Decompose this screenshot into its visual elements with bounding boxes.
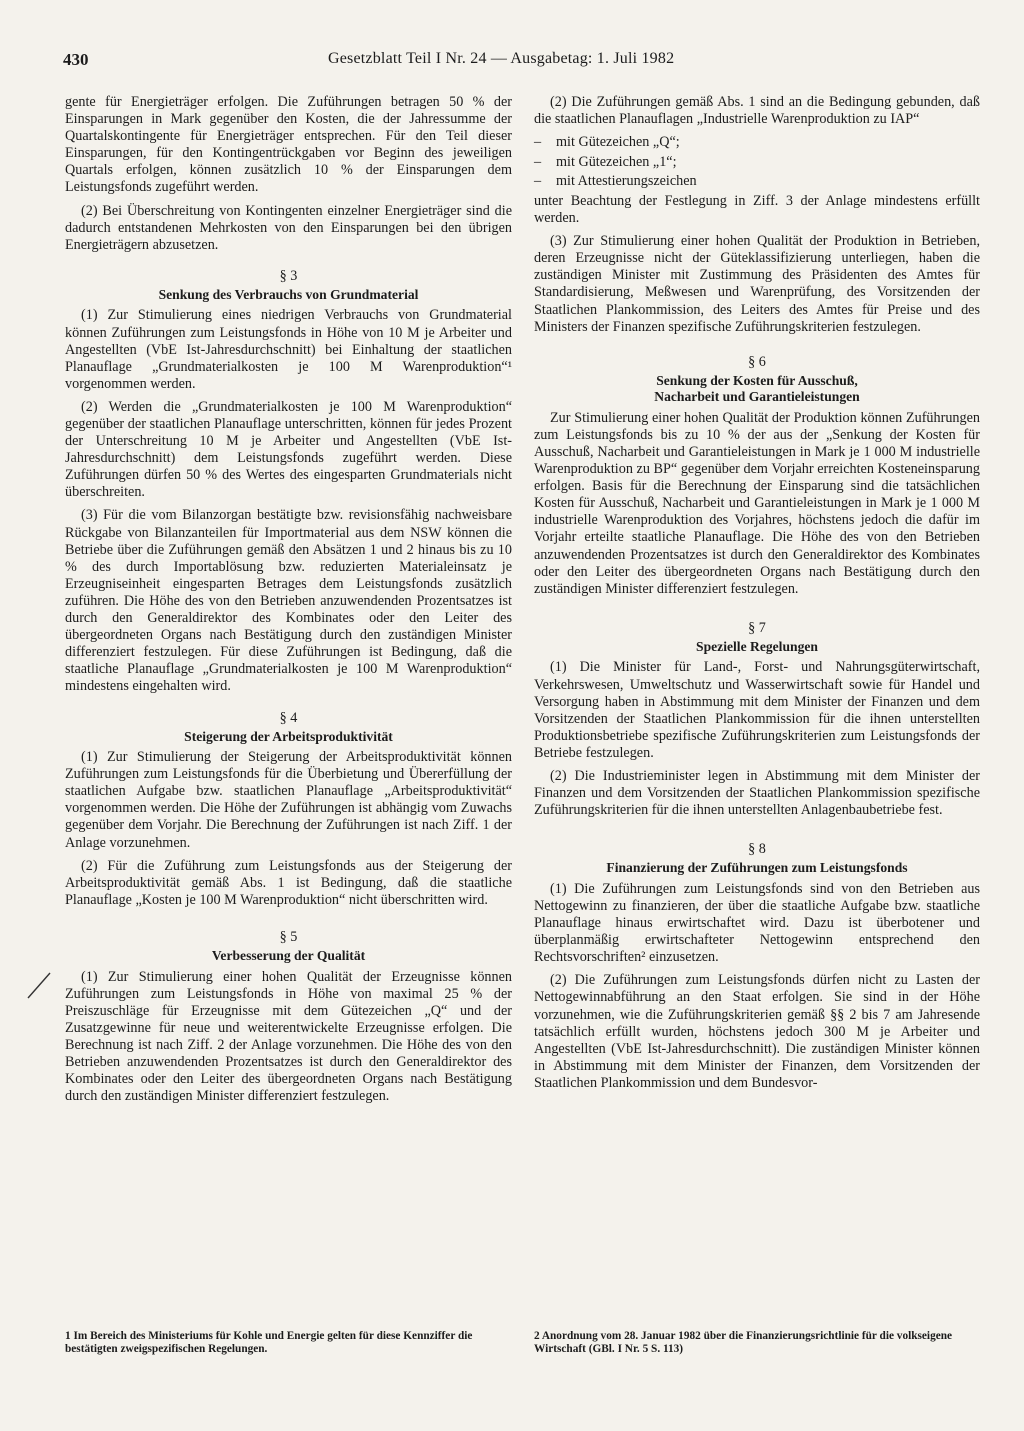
section-number: § 8 bbox=[748, 841, 766, 858]
section-title: Finanzierung der Zuführungen zum Leistungsfonds bbox=[606, 860, 908, 876]
paragraph: (1) Die Zuführungen zum Leistungsfonds sind von den Betrieben aus Nettogewinn zu finanzieren, der über die staatliche Aufgabe bzw. staatliche Planauflage hinaus erwirtschaftet wird. Dazu ist überbotener und überplanmäßig erwirtschafteter Nettogewinn entsprechend den Rechtsvorschriften² einzusetzen. bbox=[534, 880, 980, 966]
list-dash: – bbox=[534, 153, 542, 170]
paragraph: (1) Zur Stimulierung einer hohen Qualität der Erzeugnisse können Zuführungen zum Leistungsfonds in Höhe von maximal 25 % der Preiszuschläge für Erzeugnisse mit dem Gütezeichen „Q“ und der Zusatzgewinne für neue und weiterentwickelte Erzeugnisse erfolgen. Die Berechnung ist nach Ziff. 2 der Anlage vorzunehmen. Die Höhe des von den Betrieben anzuwendenden Prozentsatzes ist durch den Generaldirektor des Kombinates oder den Leiter des übergeordneten Organs nach Bestätigung durch den zuständigen Minister differenziert festzulegen. bbox=[65, 968, 512, 1105]
paragraph: (3) Für die vom Bilanzorgan bestätigte bzw. revisionsfähig nachweisbare Rückgabe von Bilanzanteilen für Importmaterial aus dem NSW können die Betriebe über die Zuführungen gemäß den Absätzen 1 und 2 hinaus bis zu 10 % des durch Importablösung bzw. reduzierten Materialeinsatz je Erzeugniseinheit eingesparten Betrages dem Leistungsfonds zusätzlich zuführen. Die Höhe des von den Betrieben anzuwendenden Prozentsatzes ist durch den Generaldirektor des Kombinates oder den Leiter des übergeordneten Organs nach Bestätigung durch den zuständigen Minister differenziert festzulegen. Für diese Zuführungen ist Bedingung, daß die staatliche Planauflage „Grundmaterialkosten je 100 M Warenproduktion“ mindestens eingehalten wird. bbox=[65, 507, 512, 695]
paragraph: (2) Für die Zuführung zum Leistungsfonds aus der Steigerung der Arbeitsproduktivität gemäß Abs. 1 ist Bedingung, daß die staatliche Planauflage „Kosten je 100 M Warenproduktion“ nicht überschritten wird. bbox=[65, 857, 512, 908]
section-title: Nacharbeit und Garantieleistungen bbox=[654, 389, 860, 405]
left-column bbox=[65, 94, 512, 1111]
paragraph: unter Beachtung der Festlegung in Ziff. 3 der Anlage mindestens erfüllt werden. bbox=[534, 192, 980, 227]
section-title: Spezielle Regelungen bbox=[696, 638, 818, 654]
paragraph: (2) Die Zuführungen gemäß Abs. 1 sind an die Bedingung gebunden, daß die staatlichen Planauflagen „Industrielle Warenproduktion zu IAP“ bbox=[534, 94, 980, 128]
condition-list bbox=[534, 134, 980, 190]
paragraph: (3) Zur Stimulierung einer hohen Qualität der Produktion in Betrieben, deren Erzeugnisse nicht der Güteklassifizierung unterliegen, haben die zuständigen Minister mit Zustimmung des Präsidenten des Amtes für Standardisierung, Meßwesen und Warenprüfung, des Vorsitzenden der Staatlichen Plankommission, des Leiters des Amtes für Preise und des Ministers der Finanzen spezifische Zuführungskriterien festzulegen. bbox=[534, 233, 980, 335]
section-title: Verbesserung der Qualität bbox=[211, 948, 366, 964]
page-number: 430 bbox=[63, 50, 89, 69]
section-title: Steigerung der Arbeitsproduktivität bbox=[184, 728, 393, 744]
gazette-title: Gesetzblatt Teil I Nr. 24 — Ausgabetag: 1. Juli 1982 bbox=[328, 50, 675, 67]
margin-mark-icon bbox=[26, 970, 52, 1000]
paragraph: (1) Zur Stimulierung eines niedrigen Verbrauchs von Grundmaterial können Zuführungen zum Leistungsfonds in Höhe von 10 M je Arbeiter und Angestellten (VbE Ist-Jahresdurchschnitt) bei Einhaltung der staatlichen Planauflage „Grundmaterialkosten je 100 M Warenproduktion“¹ vorgenommen werden. bbox=[65, 307, 512, 392]
list-item bbox=[534, 173, 980, 190]
list-item-text: mit Attestierungszeichen bbox=[556, 173, 697, 190]
list-item bbox=[534, 154, 980, 171]
section-number: § 5 bbox=[279, 928, 298, 945]
page-header bbox=[63, 50, 963, 76]
list-item-text: mit Gütezeichen „Q“; bbox=[556, 134, 680, 151]
section-number: § 6 bbox=[748, 353, 766, 370]
footnote-2: 2 Anordnung vom 28. Januar 1982 über die Finanzierungsrichtlinie für die volkseigene Wirtschaft (GBl. I Nr. 5 S. 113) bbox=[534, 1330, 953, 1355]
section-number: § 3 bbox=[279, 267, 298, 284]
list-dash: – bbox=[534, 173, 542, 190]
section-number: § 4 bbox=[279, 709, 298, 726]
section-title: Senkung des Verbrauchs von Grundmaterial bbox=[158, 286, 419, 302]
right-column bbox=[534, 94, 980, 1098]
footnote-1: 1 Im Bereich des Ministeriums für Kohle und Energie gelten für diese Kennziffer die bestätigten zweigspezifischen Regelungen. bbox=[65, 1330, 473, 1355]
list-dash: – bbox=[534, 134, 542, 151]
section-number: § 7 bbox=[748, 619, 766, 636]
paragraph: (2) Werden die „Grundmaterialkosten je 100 M Warenproduktion“ gegenüber der staatlichen Planauflage unterschritten, können für jedes Prozent der Unterschreitung 10 M je Arbeiter und Angestellten (VbE Ist-Jahresdurchschnitt) dem Leistungsfonds zugeführt werden. Diese Zuführungen dürfen 50 % des Wertes des eingesparten Grundmaterials nicht überschreiten. bbox=[65, 398, 512, 501]
paragraph: Zur Stimulierung einer hohen Qualität der Produktion können Zuführungen zum Leistungsfonds bis zu 10 % der aus der „Senkung der Kosten für Ausschuß, Nacharbeit und Garantieleistungen in Mark je 1 000 M industrielle Warenproduktion zu BP“ gegenüber dem Vorjahr erreichten Kosteneinsparung erfolgen. Basis für die Berechnung der Einsparung sind die tatsächlichen Kosten für Ausschuß, Nacharbeit und Garantieleistungen in Mark je 1 000 M industrielle Warenproduktion des Vorjahres, höchstens jedoch die dafür im Vorjahr erteilte staatliche Planauflage. Die Höhe des von den Betrieben anzuwendenden Prozentsatzes ist durch den Generaldirektor des Kombinates oder den Leiter des übergeordneten Organs nach Bestätigung durch den zuständigen Minister differenziert festzulegen. bbox=[534, 409, 980, 597]
paragraph: (2) Die Zuführungen zum Leistungsfonds dürfen nicht zu Lasten der Nettogewinnabführung an den Staat erfolgen. Sie sind in der Höhe vorzunehmen, wie die Zuführungskriterien gemäß §§ 2 bis 7 am Jahresende tatsächlich erfüllt wurden, höchstens jedoch 300 M je Arbeiter und Angestellten (VbE Ist-Jahresdurchschnitt). Die zuständigen Minister können in Abstimmung mit dem Minister der Finanzen, dem Vorsitzenden der Staatlichen Plankommission und dem Bundesvor- bbox=[534, 972, 980, 1091]
paragraph: (2) Bei Überschreitung von Kontingenten einzelner Energieträger sind die dadurch entstandenen Mehrkosten von den Einsparungen bei den übrigen Energieträgern abzusetzen. bbox=[65, 202, 512, 253]
list-item-text: mit Gütezeichen „1“; bbox=[556, 153, 677, 170]
paragraph: gente für Energieträger erfolgen. Die Zuführungen betragen 50 % der Einsparungen in Mark gegenüber den Kosten, die der Jahressumme der Quartalskontingente für Energieträger entsprechen. Für den Teil dieser Einsparungen, für den Kontingentrückgaben vor Beginn des jeweiligen Quartals erfolgen, können zusätzlich 10 % der Einsparungen dem Leistungsfonds zugeführt werden. bbox=[65, 94, 512, 196]
paragraph: (1) Die Minister für Land-, Forst- und Nahrungsgüterwirtschaft, Verkehrswesen, Umweltschutz und Wasserwirtschaft sowie für Handel und Versorgung haben in Abstimmung mit dem Minister der Finanzen und dem Vorsitzenden der Staatlichen Plankommission für die ihnen unterstellten Produktionsbetriebe spezifische Zuführungskriterien zum Leistungsfonds der Betriebe festzulegen. bbox=[534, 659, 980, 761]
paragraph: (2) Die Industrieminister legen in Abstimmung mit dem Minister der Finanzen und dem Vorsitzenden der Staatlichen Plankommission spezifische Zuführungskriterien für die ihnen unterstellten Anlagenbaubetriebe fest. bbox=[534, 768, 980, 819]
section-title: Senkung der Kosten für Ausschuß, bbox=[656, 372, 858, 388]
paragraph: (1) Zur Stimulierung der Steigerung der Arbeitsproduktivität können Zuführungen zum Leistungsfonds für die Überbietung und Übererfüllung der staatlichen Aufgabe bzw. staatlichen Planauflage „Arbeitsproduktivität“ vorgenommen werden. Die Höhe der Zuführungen ist abhängig vom Zuwachs gegenüber dem Vorjahr. Die Berechnung der Zuführungen ist nach Ziff. 1 der Anlage vorzunehmen. bbox=[65, 749, 512, 851]
list-item bbox=[534, 134, 980, 151]
